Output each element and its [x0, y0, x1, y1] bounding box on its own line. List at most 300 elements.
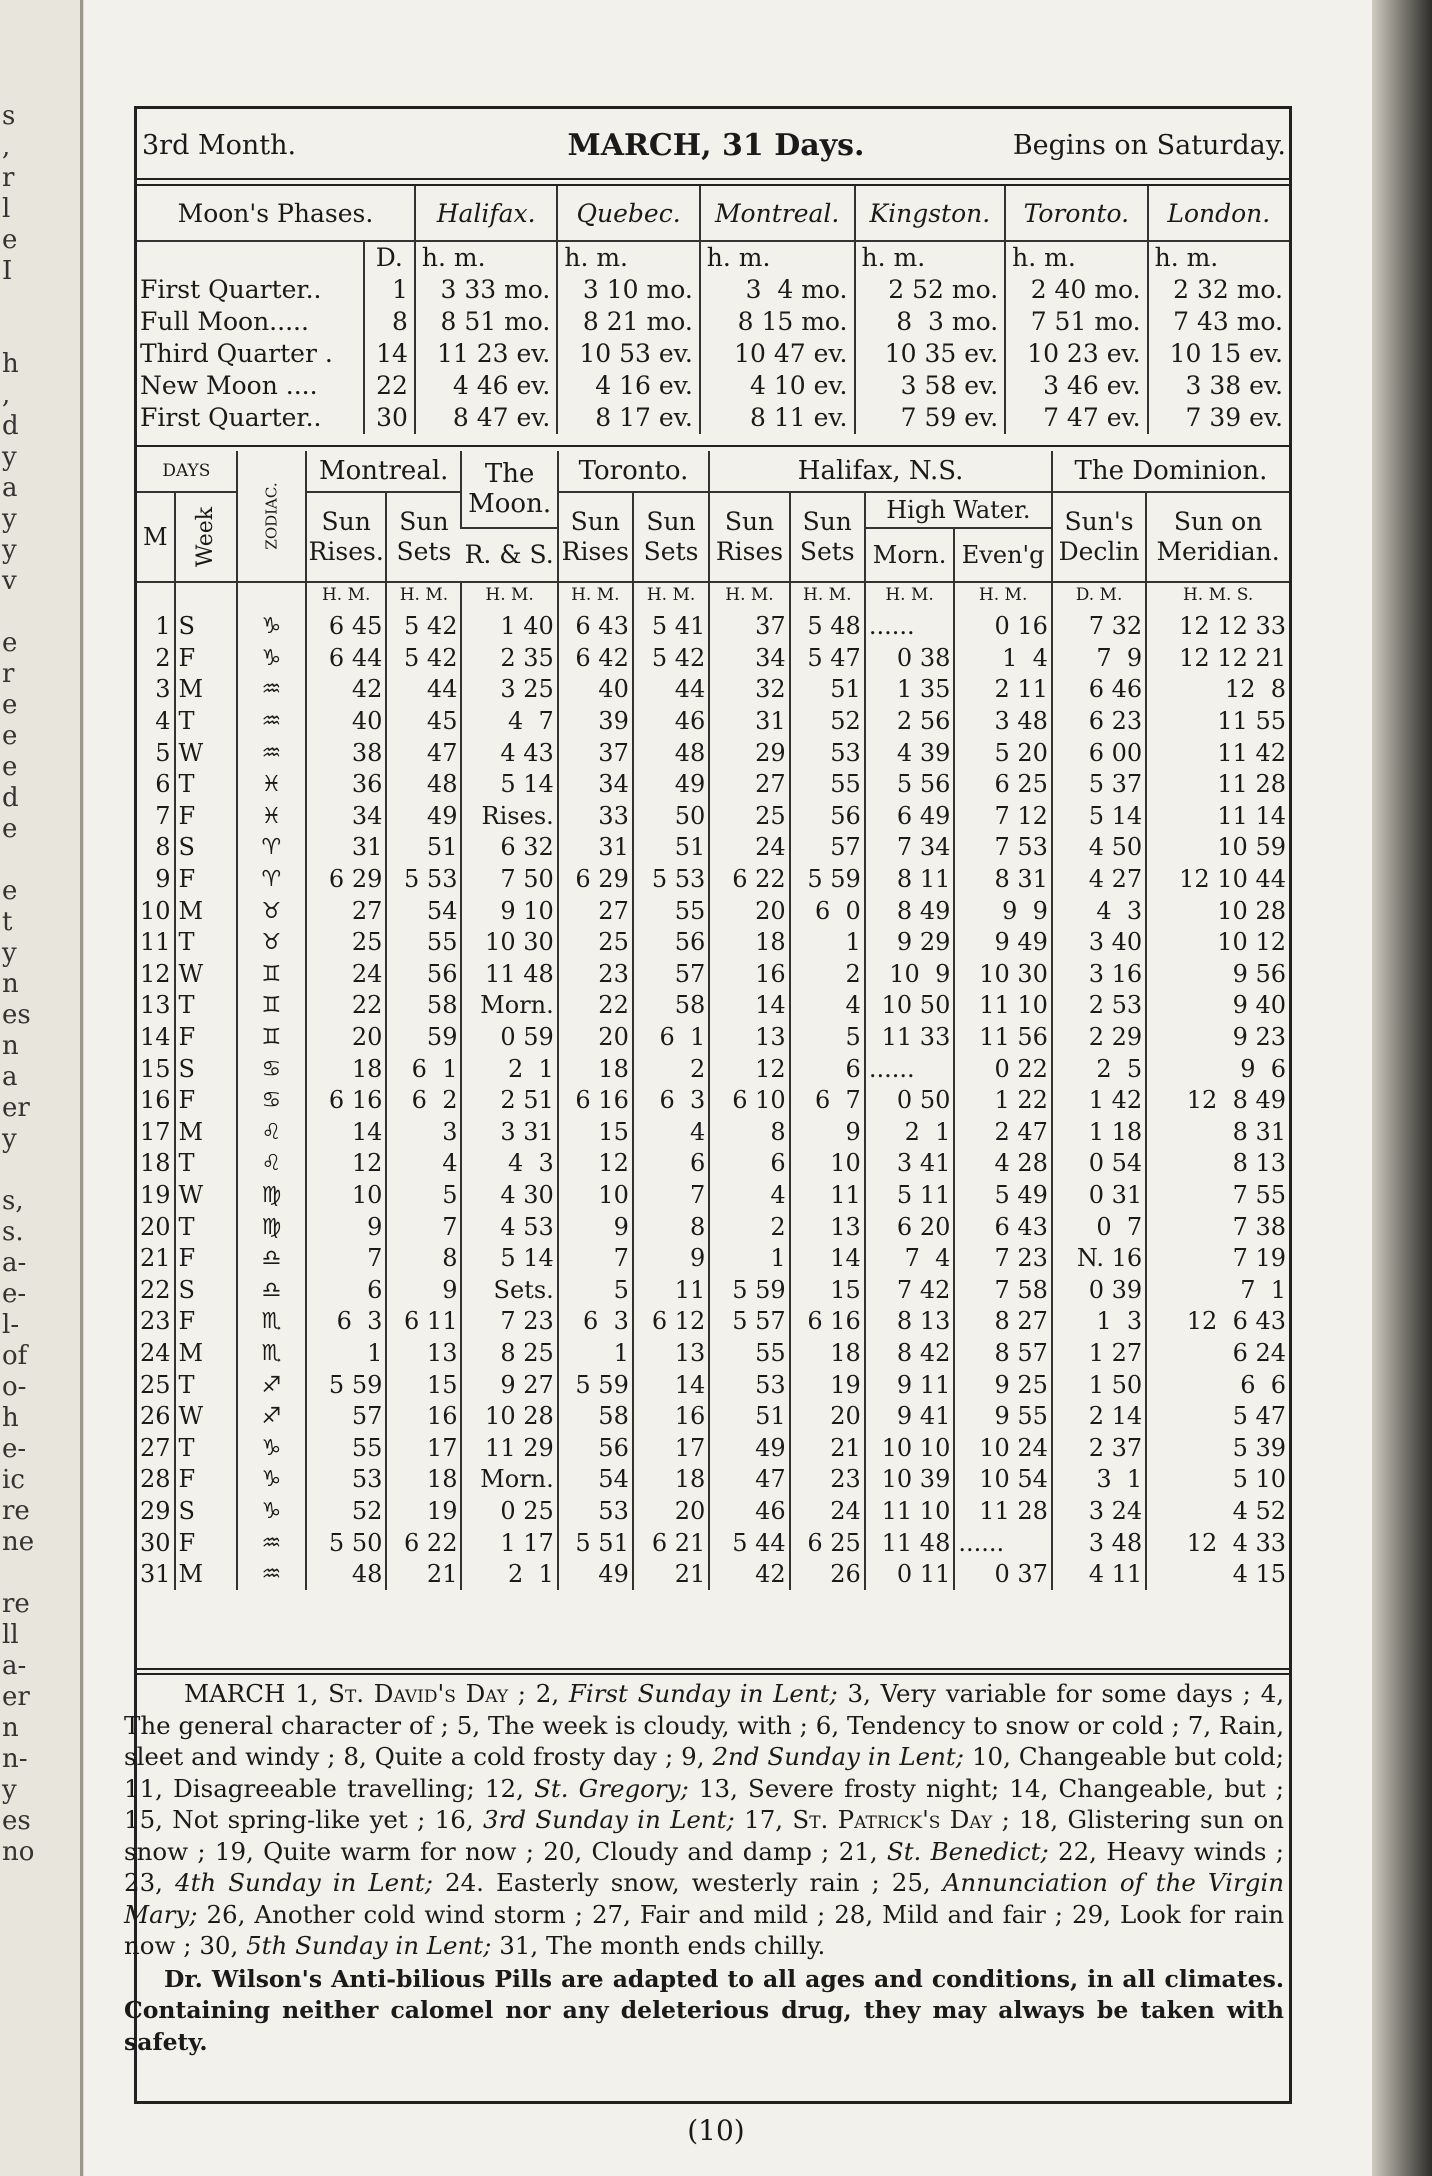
hw-evening: 1 22: [954, 1085, 1052, 1117]
day-row: [137, 1053, 1289, 1085]
mtl-sunset: 5 53: [386, 864, 461, 896]
zodiac-sign: ♌: [237, 1117, 306, 1149]
phase-time: 7 47 ev.: [1005, 402, 1147, 434]
day-of-month: 3: [155, 675, 171, 704]
hw-evening: 6 25: [954, 769, 1052, 801]
note-text: 31, The month ends chilly.: [491, 1931, 826, 1960]
moon-rs: 5 14: [461, 769, 557, 801]
hw-morning: 10 10: [865, 1432, 955, 1464]
zodiac-heading: [237, 451, 306, 582]
weekday: F: [175, 801, 237, 833]
hw-morning: ......: [865, 1053, 955, 1085]
hfx-sunset: 5 48: [790, 607, 865, 643]
mtl-sunset: 8: [386, 1243, 461, 1275]
hfx-sunset: 5 59: [790, 864, 865, 896]
moon-rs: 7 50: [461, 864, 557, 896]
hw-morning: 8 11: [865, 864, 955, 896]
units-hm: H. M.: [633, 582, 709, 607]
note-saint-day: St. David's Day: [328, 1679, 509, 1708]
day-row: [137, 1306, 1289, 1338]
day-row: [137, 1117, 1289, 1149]
city-kingston: Kingston.: [855, 186, 1006, 241]
day-of-month: 10: [140, 896, 171, 925]
book-binding: [1372, 0, 1432, 2176]
day-row: [137, 1211, 1289, 1243]
hfx-sunrise: 6: [709, 1148, 789, 1180]
mtl-sunrise: 18: [306, 1053, 386, 1085]
hw-evening: 0 37: [954, 1559, 1052, 1591]
hw-evening: 2 47: [954, 1117, 1052, 1149]
day-row: [137, 864, 1289, 896]
hw-morning: 7 42: [865, 1274, 955, 1306]
margin-character: s.: [2, 1217, 24, 1247]
day-of-month: 15: [140, 1054, 171, 1083]
hw-morning: 3 41: [865, 1148, 955, 1180]
units-hm: H. M.: [954, 582, 1052, 607]
mtl-sunset: 9: [386, 1274, 461, 1306]
hw-morning: 0 38: [865, 643, 955, 675]
weather-notes: [124, 1678, 1284, 1962]
sun-meridian: 10 28: [1146, 895, 1289, 927]
weekday: F: [175, 864, 237, 896]
day-of-month: 16: [140, 1086, 171, 1115]
units-blank: [175, 582, 237, 607]
day-row: [137, 1243, 1289, 1275]
tor-sunset: 16: [633, 1401, 709, 1433]
phase-name: First Quarter..: [140, 403, 322, 432]
mtl-sunrise: 34: [306, 801, 386, 833]
phase-day: 30: [364, 402, 415, 434]
day-of-month: 18: [140, 1149, 171, 1178]
hfx-sunset: 51: [790, 674, 865, 706]
eveng-heading: Even'g: [954, 528, 1052, 582]
phase-day: 1: [364, 274, 415, 306]
margin-character: h: [2, 349, 19, 379]
phase-time: 3 58 ev.: [855, 370, 1006, 402]
margin-character: ll: [2, 1620, 19, 1650]
hfx-sunset: 11: [790, 1180, 865, 1212]
phase-name: Third Quarter .: [140, 339, 333, 368]
hfx-sunrise: 1: [709, 1243, 789, 1275]
day-of-month: 11: [140, 928, 171, 957]
day-row: [137, 990, 1289, 1022]
hw-morning: 4 39: [865, 737, 955, 769]
sun-meridian: 7 19: [1146, 1243, 1289, 1275]
moon-rs: 11 48: [461, 959, 557, 991]
margin-character: e-: [2, 1279, 27, 1309]
day-of-month: 8: [155, 833, 171, 862]
mtl-sunset: 58: [386, 990, 461, 1022]
hfx-sunset: 55: [790, 769, 865, 801]
mtl-sunset: 5: [386, 1180, 461, 1212]
sun-meridian: 12 6 43: [1146, 1306, 1289, 1338]
mtl-sunset: 56: [386, 959, 461, 991]
toronto-heading: Toronto.: [558, 451, 710, 492]
margin-character: n: [2, 969, 19, 999]
phase-time: 10 35 ev.: [855, 338, 1006, 370]
sun-declination: 0 54: [1052, 1148, 1146, 1180]
daily-table: [137, 451, 1289, 1590]
weekday: F: [175, 1022, 237, 1054]
hw-evening: 0 22: [954, 1053, 1052, 1085]
tor-sunrise: 22: [558, 990, 633, 1022]
margin-character: e: [2, 628, 18, 658]
moon-rs: 4 53: [461, 1211, 557, 1243]
phase-time: 2 32 mo.: [1148, 274, 1289, 306]
sun-declination: 0 31: [1052, 1180, 1146, 1212]
day-of-month: 27: [140, 1433, 171, 1462]
mtl-sunset: 55: [386, 927, 461, 959]
sun-meridian: 12 10 44: [1146, 864, 1289, 896]
sun-declination: 6 46: [1052, 674, 1146, 706]
tor-sunrise: 23: [558, 959, 633, 991]
hw-evening: 10 24: [954, 1432, 1052, 1464]
hw-morning: 6 20: [865, 1211, 955, 1243]
note-text: 17,: [734, 1805, 793, 1834]
tor-sunrise: 49: [558, 1559, 633, 1591]
tor-sunrise: 40: [558, 674, 633, 706]
city-toronto: Toronto.: [1005, 186, 1147, 241]
hw-evening: 5 20: [954, 737, 1052, 769]
moon-rs: Morn.: [461, 1464, 557, 1496]
phase-time: 4 46 ev.: [415, 370, 557, 402]
tor-sunrise: 18: [558, 1053, 633, 1085]
margin-character: l: [2, 194, 11, 224]
mtl-sunset: 17: [386, 1432, 461, 1464]
mtl-sunset: 6 11: [386, 1306, 461, 1338]
day-of-month: 4: [155, 707, 171, 736]
mtl-sunset: 3: [386, 1117, 461, 1149]
hfx-sunrise: 53: [709, 1369, 789, 1401]
phase-time: 2 52 mo.: [855, 274, 1006, 306]
note-feast: Annunciation of the Virgin Mary;: [124, 1868, 1284, 1929]
units-hm: H. M.: [461, 582, 557, 607]
weekday: T: [175, 1148, 237, 1180]
weekday: S: [175, 1053, 237, 1085]
tor-sunset: 8: [633, 1211, 709, 1243]
margin-character: t: [2, 907, 13, 937]
zodiac-sign: ♊: [237, 959, 306, 991]
phase-time: 4 16 ev.: [557, 370, 699, 402]
city-quebec: Quebec.: [557, 186, 699, 241]
phase-time: 8 11 ev.: [700, 402, 855, 434]
phase-row: [137, 306, 1289, 338]
meridian-heading: Sun on Meridian.: [1146, 492, 1289, 582]
hw-morning: 10 50: [865, 990, 955, 1022]
margin-character: s: [2, 101, 16, 131]
montreal-heading: Montreal.: [306, 451, 462, 492]
phase-time: 8 51 mo.: [415, 306, 557, 338]
weekday: T: [175, 990, 237, 1022]
weekday: F: [175, 1527, 237, 1559]
mtl-sunrise: 10: [306, 1180, 386, 1212]
hfx-sunrise: 42: [709, 1559, 789, 1591]
hfx-sunrise: 16: [709, 959, 789, 991]
sun-meridian: 12 8: [1146, 674, 1289, 706]
weekday: M: [175, 895, 237, 927]
sun-declination: 2 53: [1052, 990, 1146, 1022]
day-row: [137, 1401, 1289, 1433]
hw-morning: 10 9: [865, 959, 955, 991]
margin-character: ic: [2, 1465, 25, 1495]
zodiac-sign: ♉: [237, 927, 306, 959]
note-text: MARCH 1,: [184, 1679, 329, 1708]
hfx-sunset: 52: [790, 706, 865, 738]
hw-morning: 9 29: [865, 927, 955, 959]
mtl-sunrise: 53: [306, 1464, 386, 1496]
hfx-sunrise: 51: [709, 1401, 789, 1433]
hfx-sunset: 14: [790, 1243, 865, 1275]
zodiac-sign: ♓: [237, 801, 306, 833]
moon-rs: 6 32: [461, 832, 557, 864]
hfx-sunrise: 18: [709, 927, 789, 959]
week-heading: [175, 492, 237, 582]
day-row: [137, 895, 1289, 927]
sun-meridian: 5 47: [1146, 1401, 1289, 1433]
hfx-sunset: 5: [790, 1022, 865, 1054]
hm-label: h. m.: [855, 241, 1006, 274]
mtl-sunset: 15: [386, 1369, 461, 1401]
margin-character: s,: [2, 1186, 24, 1216]
note-text: 3, Very variable for some days ; 4, The general character of ; 5, The week is cloudy, with ; 6, Tendency to snow or cold ; 7, Rain, sleet and windy ; 8, Quite a cold frosty day ; 9,: [124, 1679, 1284, 1771]
hm-label: h. m.: [415, 241, 557, 274]
day-of-month: 5: [155, 738, 171, 767]
margin-character: I: [2, 256, 13, 286]
mtl-sunrise: 27: [306, 895, 386, 927]
hfx-sunset: 24: [790, 1496, 865, 1528]
zodiac-sign: ♑: [237, 1432, 306, 1464]
hfx-sunset: 21: [790, 1432, 865, 1464]
tor-sunrise: 33: [558, 801, 633, 833]
hfx-sun-rises-heading: Sun Rises: [709, 492, 789, 582]
note-text: 24. Easterly snow, westerly rain ; 25,: [432, 1868, 943, 1897]
moon-phases-table: [137, 186, 1289, 434]
month-number: 3rd Month.: [142, 130, 297, 161]
day-row: [137, 1559, 1289, 1591]
sun-declination: 2 14: [1052, 1401, 1146, 1433]
tor-sunset: 7: [633, 1180, 709, 1212]
tor-sunset: 2: [633, 1053, 709, 1085]
margin-character: ,: [2, 380, 11, 410]
units-blank: [137, 582, 175, 607]
day-row: [137, 1085, 1289, 1117]
units-dm: D. M.: [1052, 582, 1146, 607]
tor-sunrise: 6 3: [558, 1306, 633, 1338]
day-of-month: 26: [140, 1402, 171, 1431]
phase-time: 7 59 ev.: [855, 402, 1006, 434]
weekday: F: [175, 1243, 237, 1275]
day-row: [137, 1148, 1289, 1180]
sun-declination: 1 50: [1052, 1369, 1146, 1401]
tor-sunset: 4: [633, 1117, 709, 1149]
hw-morning: ......: [865, 607, 955, 643]
moon-rs: Morn.: [461, 990, 557, 1022]
zodiac-sign: ♈: [237, 832, 306, 864]
moon-rs: 4 43: [461, 737, 557, 769]
hw-evening: 7 58: [954, 1274, 1052, 1306]
hfx-sunset: 6 7: [790, 1085, 865, 1117]
sun-meridian: 12 4 33: [1146, 1527, 1289, 1559]
mtl-sunset: 44: [386, 674, 461, 706]
mtl-sunrise: 5 50: [306, 1527, 386, 1559]
hw-morning: 11 10: [865, 1496, 955, 1528]
hw-morning: 8 13: [865, 1306, 955, 1338]
hm-label: h. m.: [700, 241, 855, 274]
mtl-sunrise: 25: [306, 927, 386, 959]
day-row: [137, 737, 1289, 769]
zodiac-sign: ♏: [237, 1338, 306, 1370]
mtl-sunset: 47: [386, 737, 461, 769]
note-saint-day: St. Benedict;: [886, 1836, 1049, 1866]
tor-sunset: 57: [633, 959, 709, 991]
margin-character: es: [2, 1806, 31, 1836]
sun-meridian: 9 40: [1146, 990, 1289, 1022]
mtl-sunrise: 6 16: [306, 1085, 386, 1117]
phase-name: First Quarter..: [140, 275, 322, 304]
day-of-month: 30: [140, 1528, 171, 1557]
tor-sunrise: 34: [558, 769, 633, 801]
day-row: [137, 607, 1289, 643]
moon-rs: 3 25: [461, 674, 557, 706]
sun-declination: 3 16: [1052, 959, 1146, 991]
blank-cell: [137, 241, 364, 274]
day-row: [137, 1527, 1289, 1559]
weekday: M: [175, 674, 237, 706]
sun-declination: 2 29: [1052, 1022, 1146, 1054]
zodiac-sign: ♌: [237, 1148, 306, 1180]
margin-character: of: [2, 1341, 28, 1371]
weekday: M: [175, 1338, 237, 1370]
note-sunday: 3rd Sunday in Lent;: [483, 1805, 735, 1834]
margin-character: no: [2, 1837, 35, 1867]
day-of-month: 7: [155, 801, 171, 830]
sun-declination: 4 50: [1052, 832, 1146, 864]
phases-units-row: [137, 241, 1289, 274]
sun-meridian: 11 42: [1146, 737, 1289, 769]
weekday: W: [175, 1180, 237, 1212]
units-hm: H. M.: [558, 582, 633, 607]
phase-day: 22: [364, 370, 415, 402]
hw-morning: 1 35: [865, 674, 955, 706]
phase-day: 14: [364, 338, 415, 370]
sun-declination: 1 3: [1052, 1306, 1146, 1338]
tor-sunset: 5 42: [633, 643, 709, 675]
day-of-month: 25: [140, 1370, 171, 1399]
weekday: F: [175, 1464, 237, 1496]
page-title: MARCH, 31 Days.: [567, 128, 865, 163]
phase-time: 3 33 mo.: [415, 274, 557, 306]
header-rule: [137, 178, 1289, 180]
margin-character: y: [2, 535, 17, 565]
margin-character: a: [2, 473, 18, 503]
tor-sunset: 18: [633, 1464, 709, 1496]
hfx-sunrise: 34: [709, 643, 789, 675]
hm-label: h. m.: [557, 241, 699, 274]
tor-sunset: 6 3: [633, 1085, 709, 1117]
phase-name: New Moon ....: [140, 371, 318, 400]
hfx-sunset: 6 16: [790, 1306, 865, 1338]
weekday: T: [175, 1369, 237, 1401]
day-of-month: 9: [155, 865, 171, 894]
day-of-month: 1: [155, 612, 171, 641]
margin-character: y: [2, 938, 17, 968]
mtl-sun-rises-heading: Sun Rises.: [306, 492, 386, 582]
mtl-sunset: 16: [386, 1401, 461, 1433]
day-row: [137, 927, 1289, 959]
rs-heading: R. & S.: [461, 528, 557, 582]
mtl-sunset: 54: [386, 895, 461, 927]
sun-meridian: 12 12 21: [1146, 643, 1289, 675]
sun-declination: 4 27: [1052, 864, 1146, 896]
table-bottom-rule-2: [137, 1673, 1289, 1675]
tor-sun-rises-heading: Sun Rises: [558, 492, 633, 582]
city-london: London.: [1148, 186, 1289, 241]
margin-character: r: [2, 659, 15, 689]
hw-evening: 11 28: [954, 1496, 1052, 1528]
tor-sunset: 44: [633, 674, 709, 706]
phases-bottom-rule: [137, 445, 1289, 447]
high-water-heading: High Water.: [865, 492, 1052, 528]
hfx-sunset: 6 25: [790, 1527, 865, 1559]
zodiac-label: ZODIAC.: [262, 482, 281, 550]
weekday: T: [175, 927, 237, 959]
sun-meridian: 7 38: [1146, 1211, 1289, 1243]
sun-meridian: 7 55: [1146, 1180, 1289, 1212]
hw-morning: 5 56: [865, 769, 955, 801]
moon-phases-heading: Moon's Phases.: [137, 186, 415, 241]
mtl-sunset: 4: [386, 1148, 461, 1180]
tor-sunset: 6 12: [633, 1306, 709, 1338]
day-of-month: 12: [140, 959, 171, 988]
units-hms: H. M. S.: [1146, 582, 1289, 607]
zodiac-sign: ♒: [237, 1527, 306, 1559]
sun-declination: 7 9: [1052, 643, 1146, 675]
hfx-sunset: 26: [790, 1559, 865, 1591]
mtl-sunrise: 7: [306, 1243, 386, 1275]
moon-rs: 8 25: [461, 1338, 557, 1370]
sun-meridian: 11 28: [1146, 769, 1289, 801]
phase-time: 4 10 ev.: [700, 370, 855, 402]
sun-meridian: 7 1: [1146, 1274, 1289, 1306]
margin-character: er: [2, 1093, 30, 1123]
day-row: [137, 832, 1289, 864]
hfx-sunset: 4: [790, 990, 865, 1022]
hfx-sunset: 1: [790, 927, 865, 959]
hfx-sunrise: 24: [709, 832, 789, 864]
mtl-sunset: 48: [386, 769, 461, 801]
tor-sunrise: 25: [558, 927, 633, 959]
mtl-sunrise: 6 29: [306, 864, 386, 896]
pills-advert: Dr. Wilson's Anti-bilious Pills are adapted to all ages and conditions, in all climates. Containing neither calomel nor any deleterious drug, they may always be taken with safety.: [124, 1964, 1284, 2056]
moon-rs: 0 59: [461, 1022, 557, 1054]
tor-sunset: 20: [633, 1496, 709, 1528]
margin-character: y: [2, 1775, 17, 1805]
previous-page-edge: [0, 0, 83, 2176]
sun-declination: 5 14: [1052, 801, 1146, 833]
day-row: [137, 1274, 1289, 1306]
day-row: [137, 801, 1289, 833]
margin-character: re: [2, 1496, 30, 1526]
margin-character: er: [2, 1682, 30, 1712]
sun-meridian: 9 56: [1146, 959, 1289, 991]
day-row: [137, 1180, 1289, 1212]
weekday: T: [175, 1211, 237, 1243]
zodiac-sign: ♉: [237, 895, 306, 927]
hfx-sunrise: 6 10: [709, 1085, 789, 1117]
note-text: 22, Heavy winds ; 23,: [124, 1836, 1285, 1897]
mtl-sunrise: 12: [306, 1148, 386, 1180]
note-text: 10, Changeable but cold; 11, Disagreeable travelling; 12,: [124, 1742, 1284, 1803]
